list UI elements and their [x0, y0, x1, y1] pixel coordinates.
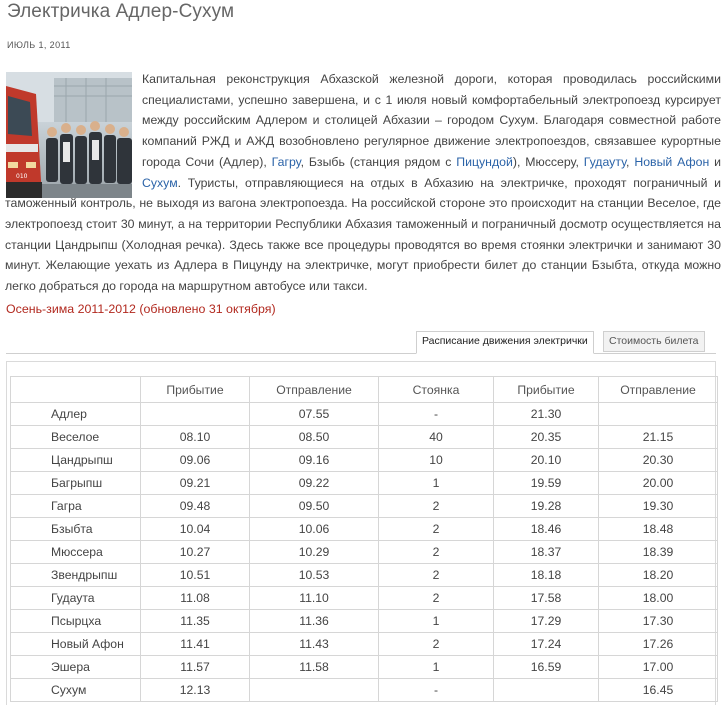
city-link[interactable]: Сухум [142, 175, 178, 190]
arrival-return-cell: 18.18 [494, 564, 599, 587]
departure-cell: 11.36 [250, 610, 379, 633]
header-arrival-return: Прибытие [494, 377, 599, 403]
arrival-return-cell: 17.29 [494, 610, 599, 633]
departure-cell: 11.58 [250, 656, 379, 679]
departure-return-cell [599, 403, 718, 426]
header-stop: Стоянка [379, 377, 494, 403]
arrival-cell [141, 403, 250, 426]
station-cell: Веселое [11, 426, 141, 449]
header-departure: Отправление [250, 377, 379, 403]
stop-cell: 10 [379, 449, 494, 472]
schedule-header-row [11, 377, 718, 403]
station-cell: Гагра [11, 495, 141, 518]
arrival-return-cell: 19.59 [494, 472, 599, 495]
arrival-return-cell: 21.30 [494, 403, 599, 426]
station-cell: Новый Афон [11, 633, 141, 656]
stop-cell: - [379, 679, 494, 702]
departure-return-cell: 18.00 [599, 587, 718, 610]
departure-cell: 10.29 [250, 541, 379, 564]
stop-cell: 2 [379, 633, 494, 656]
table-row [11, 656, 718, 679]
arrival-return-cell: 16.59 [494, 656, 599, 679]
header-arrival: Прибытие [141, 377, 250, 403]
season-heading: Осень-зима 2011-2012 (обновлено 31 октября) [6, 302, 276, 316]
table-row [11, 426, 718, 449]
arrival-cell: 10.27 [141, 541, 250, 564]
stop-cell: - [379, 403, 494, 426]
paragraph-text: и [709, 154, 721, 169]
departure-cell: 10.53 [250, 564, 379, 587]
arrival-return-cell [494, 679, 599, 702]
schedule-table [10, 376, 718, 702]
departure-return-cell: 17.30 [599, 610, 718, 633]
header-station [11, 377, 141, 403]
arrival-return-cell: 19.28 [494, 495, 599, 518]
tab-ticket-price[interactable]: Стоимость билета [603, 331, 705, 352]
station-cell: Цандрыпш [11, 449, 141, 472]
tab-schedule[interactable]: Расписание движения электрички [416, 331, 594, 354]
departure-cell: 08.50 [250, 426, 379, 449]
station-cell: Гудаута [11, 587, 141, 610]
post-date: ИЮЛЬ 1, 2011 [7, 40, 71, 50]
departure-cell [250, 679, 379, 702]
station-cell: Адлер [11, 403, 141, 426]
departure-return-cell: 18.20 [599, 564, 718, 587]
departure-cell: 07.55 [250, 403, 379, 426]
paragraph-text: . Туристы, отправляющиеся на отдых в Абхазию на электричке, проходят пограничный и таможенный контроль, не выходя из вагона электропоезда. На российской стороне это происходит на станции Веселое, где электропоезд стоит 30 минут, а на территории Республики Абхазия таможенный и пограничный досмотр осуществляется на станции Цандрыпш (Холодная речка). Здесь также все процедуры проводятся во время стоянки электрички и занимают 30 минут. Желающие уехать из Адлера в Пицунду на электричке, могут приобрести билет до станции Бзыбта, откуда можно легко добраться до города на маршрутном автобусе или такси. [5, 175, 721, 294]
table-row [11, 564, 718, 587]
arrival-cell: 11.41 [141, 633, 250, 656]
departure-return-cell: 17.26 [599, 633, 718, 656]
table-row [11, 610, 718, 633]
table-row [11, 495, 718, 518]
header-departure-return: Отправление [599, 377, 718, 403]
stop-cell: 2 [379, 518, 494, 541]
paragraph-text: ), Мюссеру, [512, 154, 584, 169]
stop-cell: 2 [379, 564, 494, 587]
table-row [11, 633, 718, 656]
station-cell: Псырцха [11, 610, 141, 633]
station-cell: Эшера [11, 656, 141, 679]
departure-return-cell: 19.30 [599, 495, 718, 518]
departure-cell: 11.43 [250, 633, 379, 656]
city-link[interactable]: Гагру [271, 154, 301, 169]
stop-cell: 2 [379, 587, 494, 610]
table-row [11, 541, 718, 564]
departure-return-cell: 18.48 [599, 518, 718, 541]
station-cell: Бзыбта [11, 518, 141, 541]
arrival-return-cell: 20.35 [494, 426, 599, 449]
stop-cell: 1 [379, 610, 494, 633]
arrival-cell: 10.51 [141, 564, 250, 587]
arrival-return-cell: 18.37 [494, 541, 599, 564]
arrival-cell: 09.21 [141, 472, 250, 495]
departure-cell: 11.10 [250, 587, 379, 610]
arrival-cell: 09.48 [141, 495, 250, 518]
departure-cell: 09.16 [250, 449, 379, 472]
paragraph-text: , Бзыбь (станция рядом с [300, 154, 457, 169]
departure-return-cell: 21.15 [599, 426, 718, 449]
departure-return-cell: 16.45 [599, 679, 718, 702]
station-cell: Мюссера [11, 541, 141, 564]
table-row [11, 587, 718, 610]
arrival-cell: 09.06 [141, 449, 250, 472]
arrival-return-cell: 20.10 [494, 449, 599, 472]
schedule-tabs [6, 331, 716, 354]
departure-return-cell: 20.30 [599, 449, 718, 472]
departure-cell: 09.50 [250, 495, 379, 518]
departure-return-cell: 20.00 [599, 472, 718, 495]
station-cell: Сухум [11, 679, 141, 702]
stop-cell: 2 [379, 495, 494, 518]
station-cell: Звендрыпш [11, 564, 141, 587]
city-link[interactable]: Новый Афон [634, 154, 710, 169]
arrival-cell: 11.35 [141, 610, 250, 633]
stop-cell: 1 [379, 472, 494, 495]
departure-return-cell: 17.00 [599, 656, 718, 679]
paragraph-text: Капитальная реконструкция Абхазской железной дороги, которая проводилась российскими специалистами, успешно завершена, и с 1 июля новый комфортабельный электропоезд курсирует между российским Адлером и столицей Абхазии – городом Сухум. Благодаря совместной работе компаний РЖД и АЖД возобновлено регулярное движение электропоездов, связавшее курортные города Сочи (Адлер), [142, 72, 721, 169]
arrival-cell: 12.13 [141, 679, 250, 702]
paragraph-text: , [626, 154, 635, 169]
table-row [11, 518, 718, 541]
departure-cell: 10.06 [250, 518, 379, 541]
departure-return-cell: 18.39 [599, 541, 718, 564]
post-paragraph [5, 69, 721, 297]
city-link[interactable]: Гудауту [583, 154, 627, 169]
table-row [11, 679, 718, 702]
table-row [11, 403, 718, 426]
city-link[interactable]: Пицундой [456, 154, 513, 169]
stop-cell: 2 [379, 541, 494, 564]
arrival-return-cell: 17.24 [494, 633, 599, 656]
arrival-cell: 11.08 [141, 587, 250, 610]
stop-cell: 40 [379, 426, 494, 449]
post-title[interactable]: Электричка Адлер-Сухум [7, 1, 235, 22]
departure-cell: 09.22 [250, 472, 379, 495]
arrival-cell: 08.10 [141, 426, 250, 449]
station-cell: Багрыпш [11, 472, 141, 495]
arrival-cell: 11.57 [141, 656, 250, 679]
stop-cell: 1 [379, 656, 494, 679]
train-number: 010 [16, 173, 28, 180]
arrival-return-cell: 18.46 [494, 518, 599, 541]
table-row [11, 449, 718, 472]
arrival-return-cell: 17.58 [494, 587, 599, 610]
table-row [11, 472, 718, 495]
arrival-cell: 10.04 [141, 518, 250, 541]
